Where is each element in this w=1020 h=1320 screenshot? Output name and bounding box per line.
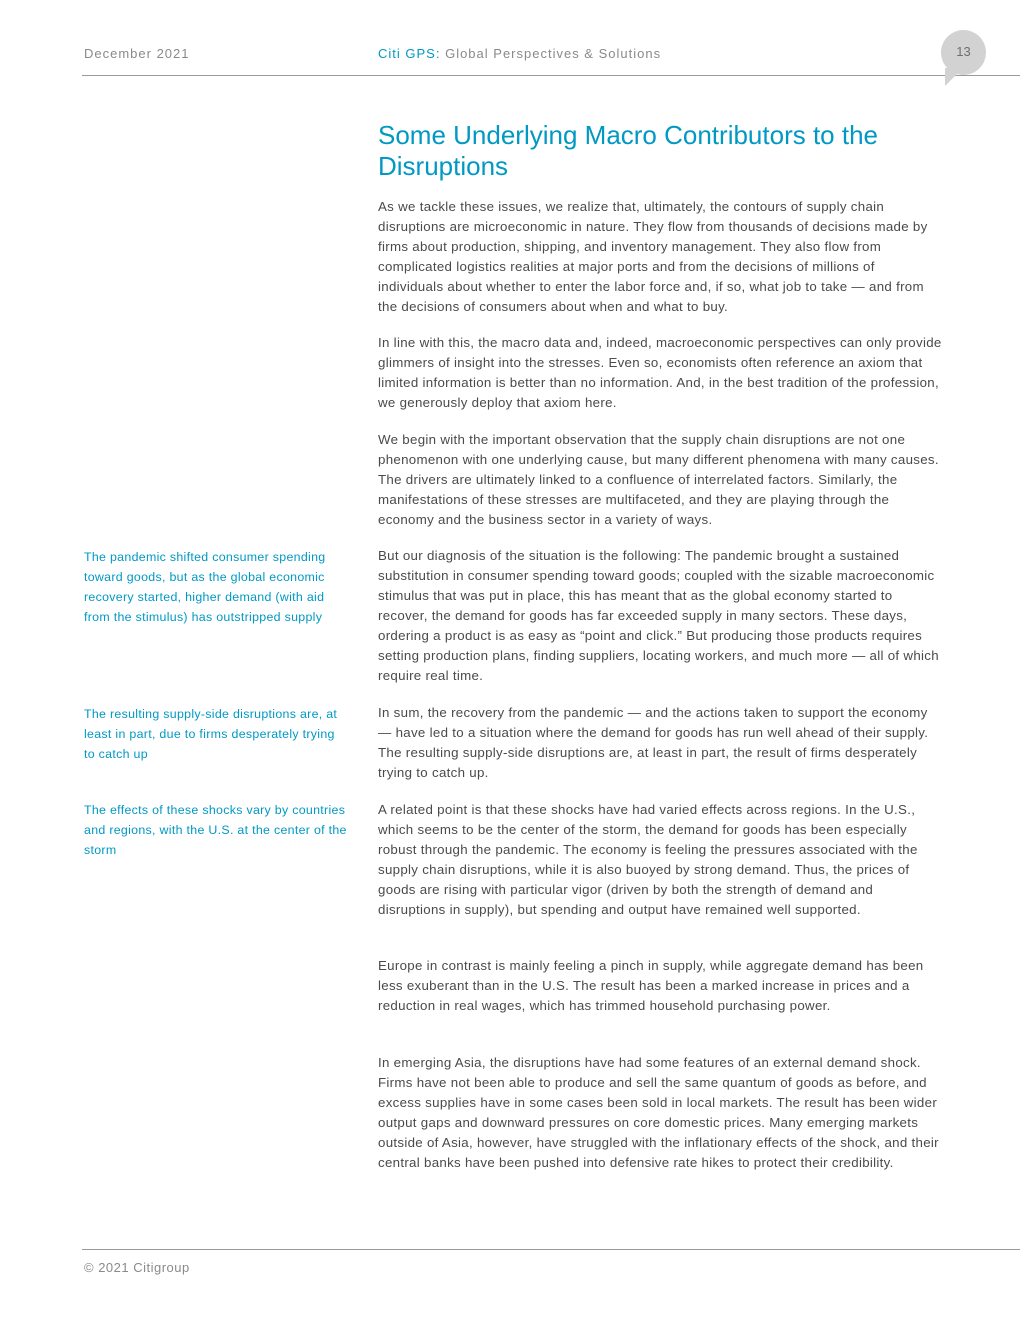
body-paragraph: In sum, the recovery from the pandemic — and the actions taken to support the economy — have led to a situation where the demand for goods has run well ahead of their supply. The resulting supply-side disruptions are, at least in part, the result of firms desperately trying to catch up. [378,705,929,780]
brand-name: Citi GPS: [378,46,441,61]
body-paragraph: We begin with the important observation that the supply chain disruptions are not one phenomenon with one underlying cause, but many different phenomena with many causes. The drivers are ultimately linked to a confluence of interrelated factors. Similarly, the manifestations of these stresses are multifaceted, and they are playing through the economy and the business sector in a variety of ways. [378,432,939,527]
header-publication [378,46,661,61]
footer-divider [82,1249,1020,1250]
margin-note: The resulting supply-side disruptions are, at least in part, due to firms desperately trying to catch up [84,707,338,761]
header-divider [82,75,1020,76]
margin-note: The effects of these shocks vary by countries and regions, with the U.S. at the center of the storm [84,803,347,857]
page-number-badge: 13 [941,30,986,75]
body-paragraph: A related point is that these shocks have had varied effects across regions. In the U.S., which seems to be the center of the storm, the demand for goods has been especially robust through the pandemic. The economy is feeling the pressures associated with the supply chain disruptions, while it is also buoyed by strong demand. Thus, the prices of goods are rising with particular vigor (driven by both the strength of demand and disruptions in supply), but spending and output have remained well supported. [378,802,918,917]
body-paragraph: In line with this, the macro data and, indeed, macroeconomic perspectives can only provide glimmers of insight into the stresses. Even so, economists often reference an axiom that limited information is better than no information. And, in the best tradition of the profession, we generously deploy that axiom here. [378,335,942,410]
margin-note: The pandemic shifted consumer spending toward goods, but as the global economic recovery started, higher demand (with aid from the stimulus) has outstripped supply [84,550,326,624]
body-paragraph: As we tackle these issues, we realize that, ultimately, the contours of supply chain disruptions are microeconomic in nature. They flow from thousands of decisions made by firms about production, shipping, and inventory management. They also flow from complicated logistics realities at major ports and from the decisions of millions of individuals about whether to enter the labor force and, if so, what job to take — and from the decisions of consumers about when and what to buy. [378,199,928,314]
body-paragraph: In emerging Asia, the disruptions have had some features of an external demand shock. Firms have not been able to produce and sell the same quantum of goods as before, and excess supplies have in some cases been sold in local markets. The result has been wider output gaps and downward pressures on core domestic prices. Many emerging markets outside of Asia, however, have struggled with the inflationary effects of the shock, and their central banks have been pushed into defensive rate hikes to protect their credibility. [378,1055,939,1170]
publication-tagline: Global Perspectives & Solutions [440,46,662,61]
footer-copyright: © 2021 Citigroup [84,1260,190,1275]
section-title: Some Underlying Macro Contributors to the Disruptions [378,120,879,181]
header-date: December 2021 [84,46,190,61]
body-paragraph: But our diagnosis of the situation is the following: The pandemic brought a sustained substitution in consumer spending toward goods; coupled with the sizable macroeconomic stimulus that was put in place, this has meant that as the global economy started to recover, the demand for goods has far exceeded supply in many sectors. These days, ordering a product is as easy as “point and click.” But producing those products requires setting production plans, finding suppliers, locating workers, and much more — all of which require real time. [378,548,939,683]
body-paragraph: Europe in contrast is mainly feeling a pinch in supply, while aggregate demand has been less exuberant than in the U.S. The result has been a marked increase in prices and a reduction in real wages, which has trimmed household purchasing power. [378,958,924,1013]
